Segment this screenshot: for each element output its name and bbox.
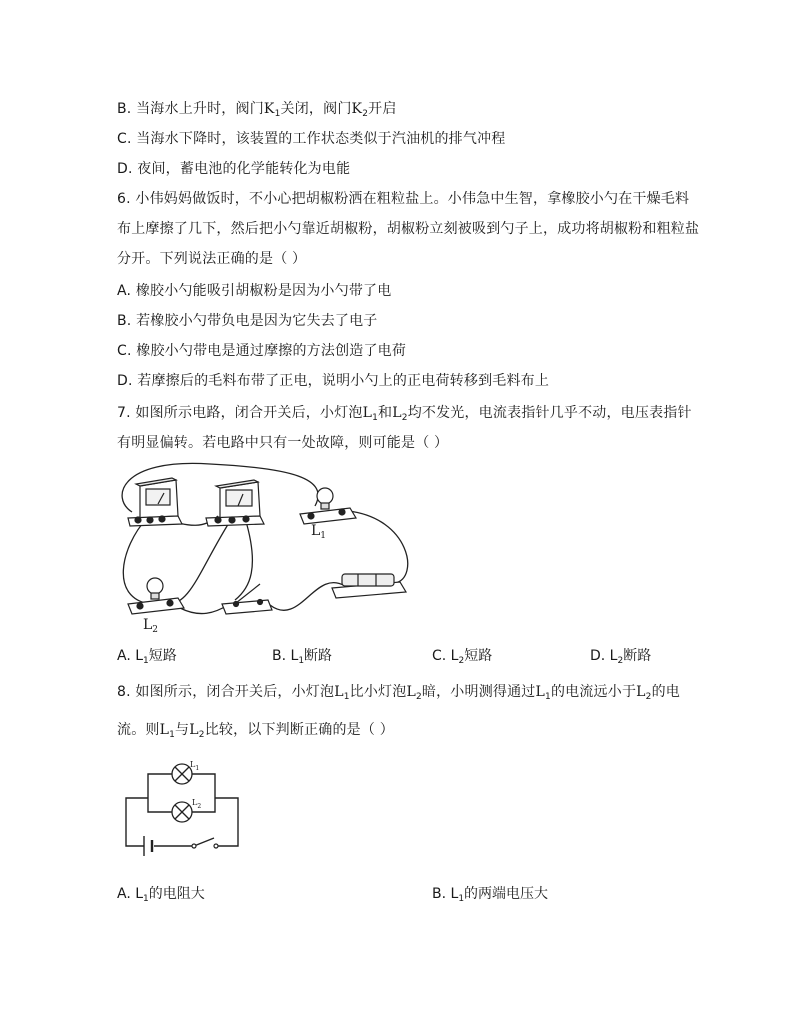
valve-k2-subscript: 2 xyxy=(362,109,369,119)
q6-option-c: C. 橡胶小勺带电是通过摩擦的方法创造了电荷 xyxy=(117,343,407,359)
q7-stem-text-end: 均不发光，电流表指针几乎不动，电压表指针 xyxy=(407,405,692,421)
q6-option-d: D. 若摩擦后的毛料布带了正电，说明小勺上的正电荷转移到毛料布上 xyxy=(117,373,550,389)
q7-fig-label-l2: $L_2$ xyxy=(143,617,159,635)
q7-stem-text: 7. 如图所示电路，闭合开关后，小灯泡 xyxy=(117,405,363,421)
wire-voltmeter-to-switch xyxy=(235,518,252,600)
q6-option-a: A. 橡胶小勺能吸引胡椒粉是因为小勺带了电 xyxy=(117,283,392,299)
branch-l2-left-wire xyxy=(148,798,172,812)
q8-option-b: B. $L_1$的两端电压大 xyxy=(432,886,549,904)
q8-fig-label-l1: $L_1$ xyxy=(190,760,200,772)
q7-stem-line-1 xyxy=(117,403,692,423)
q7-circuit-figure xyxy=(110,458,430,638)
q6-stem-line-3: 分开。下列说法正确的是（ ） xyxy=(117,251,307,267)
q8-stem-line-2: 流。则$L_1$与$L_2$比较，以下判断正确的是（ ） xyxy=(117,722,394,740)
wire-ammeter-to-l2 xyxy=(123,518,150,604)
voltmeter xyxy=(206,480,264,526)
switch-lever xyxy=(194,838,214,846)
branch-l1-right-wire xyxy=(192,774,215,798)
wire-l1-to-battery xyxy=(348,511,408,583)
q6-stem-line-2: 布上摩擦了几下，然后把小勺靠近胡椒粉，胡椒粉立刻被吸到勺子上，成功将胡椒粉和粗粒盐 xyxy=(117,221,700,237)
valve-k1-subscript: 1 xyxy=(274,109,281,119)
l2-subscript: 2 xyxy=(401,413,408,423)
switch xyxy=(222,584,272,614)
q5-option-b-end: 开启 xyxy=(368,101,397,117)
q7-option-c: C. $L_2$短路 xyxy=(432,648,493,666)
bulb-l1 xyxy=(300,488,356,524)
l1-symbol: L xyxy=(362,405,373,421)
q8-fig-label-l2: $L_2$ xyxy=(192,798,202,810)
q5-option-d: D. 夜间，蓄电池的化学能转化为电能 xyxy=(117,161,351,177)
q5-option-b xyxy=(117,99,397,119)
q5-option-b-middle: 关闭，阀门 xyxy=(280,101,352,117)
l2-symbol: L xyxy=(392,405,402,421)
q5-option-b-text: B. 当海水上升时，阀门 xyxy=(117,101,264,117)
q7-option-b: B. $L_1$断路 xyxy=(272,648,333,666)
valve-k1-symbol: K xyxy=(263,101,275,117)
lamp-l2-symbol xyxy=(172,802,192,822)
bulb-l2 xyxy=(128,578,184,614)
l1-subscript: 1 xyxy=(372,413,379,423)
q8-option-a: A. $L_1$的电阻大 xyxy=(117,886,205,904)
wire-voltmeter-to-l2 xyxy=(165,518,232,604)
q8-stem-line-1: 8. 如图所示，闭合开关后，小灯泡$L_1$比小灯泡$L_2$暗，小明测得通过$L_1$的电流远小于$L_2$的电 xyxy=(117,684,680,702)
branch-l1-left-wire xyxy=(148,774,172,798)
q8-circuit-schematic xyxy=(120,760,250,864)
wire-l2-to-switch xyxy=(180,605,228,614)
q7-option-d: D. $L_2$断路 xyxy=(590,648,652,666)
ammeter xyxy=(128,478,182,526)
q6-stem-line-1: 6. 小伟妈妈做饭时，不小心把胡椒粉洒在粗粒盐上。小伟急中生智，拿橡胶小勺在干燥毛料 xyxy=(117,191,690,207)
q7-stem-line-2: 有明显偏转。若电路中只有一处故障，则可能是（ ） xyxy=(117,435,449,451)
q6-option-b: B. 若橡胶小勺带负电是因为它失去了电子 xyxy=(117,313,378,329)
q5-option-c: C. 当海水下降时，该装置的工作状态类似于汽油机的排气冲程 xyxy=(117,131,506,147)
right-wire xyxy=(215,798,238,846)
q7-and-text: 和 xyxy=(378,405,393,421)
lamp-l1-symbol xyxy=(172,764,192,784)
q7-option-a: A. $L_1$短路 xyxy=(117,648,177,666)
battery xyxy=(332,574,406,598)
valve-k2-symbol: K xyxy=(351,101,363,117)
wire-switch-to-battery xyxy=(270,583,345,611)
q7-fig-label-l1: $L_1$ xyxy=(311,523,327,541)
